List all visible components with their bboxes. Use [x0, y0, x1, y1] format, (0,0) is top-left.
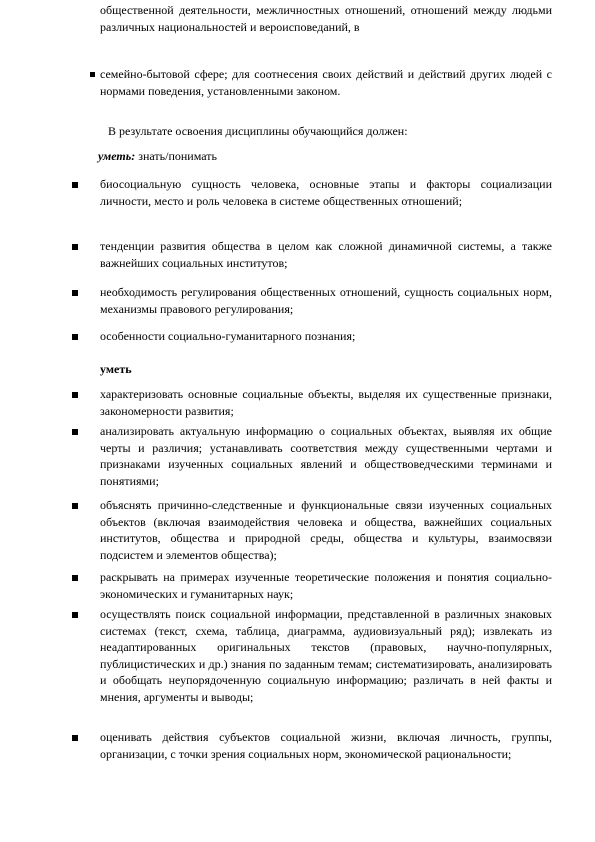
skill-item: осуществлять поиск социальной информации, представленной в различных знаковых системах (текст, схема, таблица, диаграмма, аудиовизуальный ряд); извлекать из неадаптированных оригинальных текстов (правовых, научно-популярных, публицистических и др.) знания по заданным темам; систематизировать, анализировать и обобщать неупорядоченную социальную информацию; различать в ней факты и мнения, аргументы и выводы; [100, 607, 552, 704]
bullet-marker [72, 182, 78, 188]
skill-item: анализировать актуальную информацию о социальных объектах, выявляя их общие черты и различия; устанавливать соответствия между существенными чертами и признаками изученных социальных явлений и обществоведческими терминами и понятиями; [100, 424, 552, 488]
skill-item: оценивать действия субъектов социальной жизни, включая личность, группы, организации, с точки зрения социальных норм, экономической рациональности; [100, 730, 552, 761]
intro-continuation: общественной деятельности, межличностных отношений, отношений между людьми различных национальностей и вероисповеданий, в [100, 3, 552, 34]
bullet-marker [72, 503, 78, 509]
bullet-marker [72, 392, 78, 398]
bullet-marker [72, 244, 78, 250]
skills-header: уметь [100, 362, 132, 376]
skill-item: характеризовать основные социальные объекты, выделяя их существенные признаки, закономерности развития; [100, 387, 552, 418]
know-header-italic: уметь: [98, 149, 136, 163]
bullet-marker [72, 429, 78, 435]
bullet-marker [72, 735, 78, 741]
skill-item: раскрывать на примерах изученные теоретические положения и понятия социально-экономических и гуманитарных наук; [100, 570, 552, 601]
bullet-marker [72, 575, 78, 581]
know-item: биосоциальную сущность человека, основные этапы и факторы социализации личности, место и роль человека в системе общественных отношений; [100, 177, 552, 208]
bullet-marker [90, 72, 95, 77]
intro-family-item: семейно-бытовой сфере; для соотнесения своих действий и действий других людей с нормами поведения, установленными законом. [100, 67, 552, 98]
know-header [98, 148, 217, 165]
know-item: тенденции развития общества в целом как сложной динамичной системы, а также важнейших социальных институтов; [100, 239, 552, 270]
bullet-marker [72, 334, 78, 340]
know-header-rest: знать/понимать [135, 149, 217, 163]
result-line: В результате освоения дисциплины обучающийся должен: [108, 124, 408, 138]
bullet-marker [72, 290, 78, 296]
skill-item: объяснять причинно-следственные и функциональные связи изученных социальных объектов (включая взаимодействия человека и общества, важнейших социальных институтов, общества и природной среды, общества и культуры, взаимосвязи подсистем и элементов общества); [100, 498, 552, 562]
know-item: особенности социально-гуманитарного познания; [100, 329, 356, 343]
know-item: необходимость регулирования общественных отношений, сущность социальных норм, механизмы правового регулирования; [100, 285, 552, 316]
bullet-marker [72, 612, 78, 618]
